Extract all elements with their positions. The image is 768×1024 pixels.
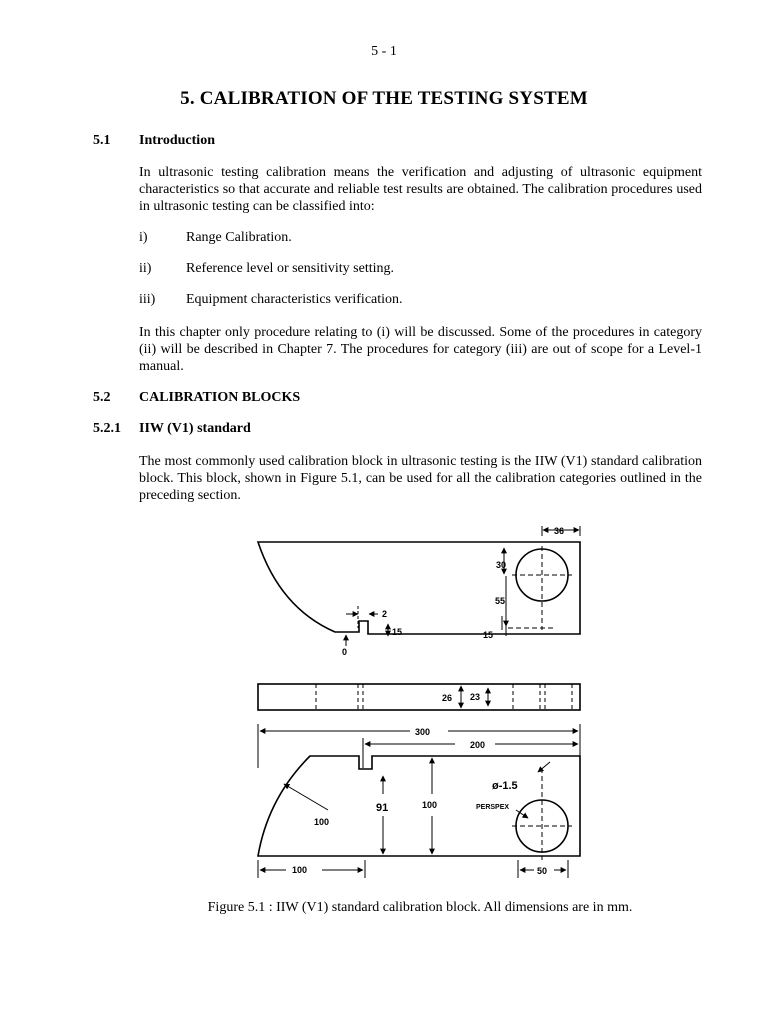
section-heading-iiw-standard (93, 421, 251, 437)
calibration-block-figure (250, 518, 590, 886)
section-heading-calibration-blocks (93, 390, 300, 406)
dim-15-notch: 15 (392, 627, 403, 637)
dim-phi-1-5: ø-1.5 (492, 780, 518, 792)
dim-200: 200 (470, 740, 486, 750)
dim-30: 30 (496, 560, 507, 570)
section-heading-introduction (93, 133, 215, 149)
section-number: 5.2.1 (93, 421, 121, 436)
dim-100-bottom: 100 (292, 865, 308, 875)
dim-55: 55 (495, 596, 506, 606)
paragraph-scope: In this chapter only procedure relating to (i) will be discussed. Some of the procedures in category (ii) will be described in Chapter 7. The procedures for category (iii) are out of scope for a Level-1 manual. (139, 325, 702, 374)
block-outline-top (258, 542, 580, 634)
list-text: Equipment characteristics verification. (186, 292, 403, 307)
dim-100-radius: 100 (314, 817, 330, 827)
paragraph-intro: In ultrasonic testing calibration means the verification and adjusting of ultrasonic equipment characteristics so that accurate and reliable test results are obtained. The calibration procedures used in ultrasonic testing can be classified into: (139, 165, 702, 214)
dim-15-hole: 15 (483, 630, 494, 640)
dim-2: 2 (382, 609, 388, 619)
dim-0: 0 (342, 647, 348, 657)
section-number: 5.2 (93, 390, 111, 405)
dim-26: 26 (442, 693, 453, 703)
list-item (139, 292, 403, 308)
dim-36: 36 (554, 526, 565, 536)
list-marker: ii) (139, 261, 152, 276)
block-outline-front (258, 756, 580, 856)
list-item (139, 261, 394, 277)
dim-23: 23 (470, 692, 481, 702)
perspex-label: PERSPEX (476, 804, 510, 811)
list-marker: iii) (139, 292, 156, 307)
section-title: Introduction (139, 133, 215, 148)
dim-100-vertical: 100 (422, 800, 438, 810)
dim-300: 300 (415, 727, 431, 737)
list-item (139, 230, 292, 246)
chapter-title: 5. CALIBRATION OF THE TESTING SYSTEM (180, 88, 588, 109)
list-text: Range Calibration. (186, 230, 292, 245)
dim-50: 50 (537, 866, 548, 876)
figure-caption: Figure 5.1 : IIW (V1) standard calibration block. All dimensions are in mm. (207, 900, 633, 915)
page-number: 5 - 1 (371, 44, 397, 59)
section-number: 5.1 (93, 133, 111, 148)
section-title: IIW (V1) standard (139, 421, 251, 436)
dim-91: 91 (376, 802, 389, 814)
list-text: Reference level or sensitivity setting. (186, 261, 394, 276)
block-outline-side (258, 684, 580, 710)
paragraph-iiw-block: The most commonly used calibration block in ultrasonic testing is the IIW (V1) standard calibration block. This block, shown in Figure 5.1, can be used for all the calibration categories outlined in the preceding section. (139, 454, 702, 503)
section-title: CALIBRATION BLOCKS (139, 390, 301, 405)
list-marker: i) (139, 230, 148, 245)
